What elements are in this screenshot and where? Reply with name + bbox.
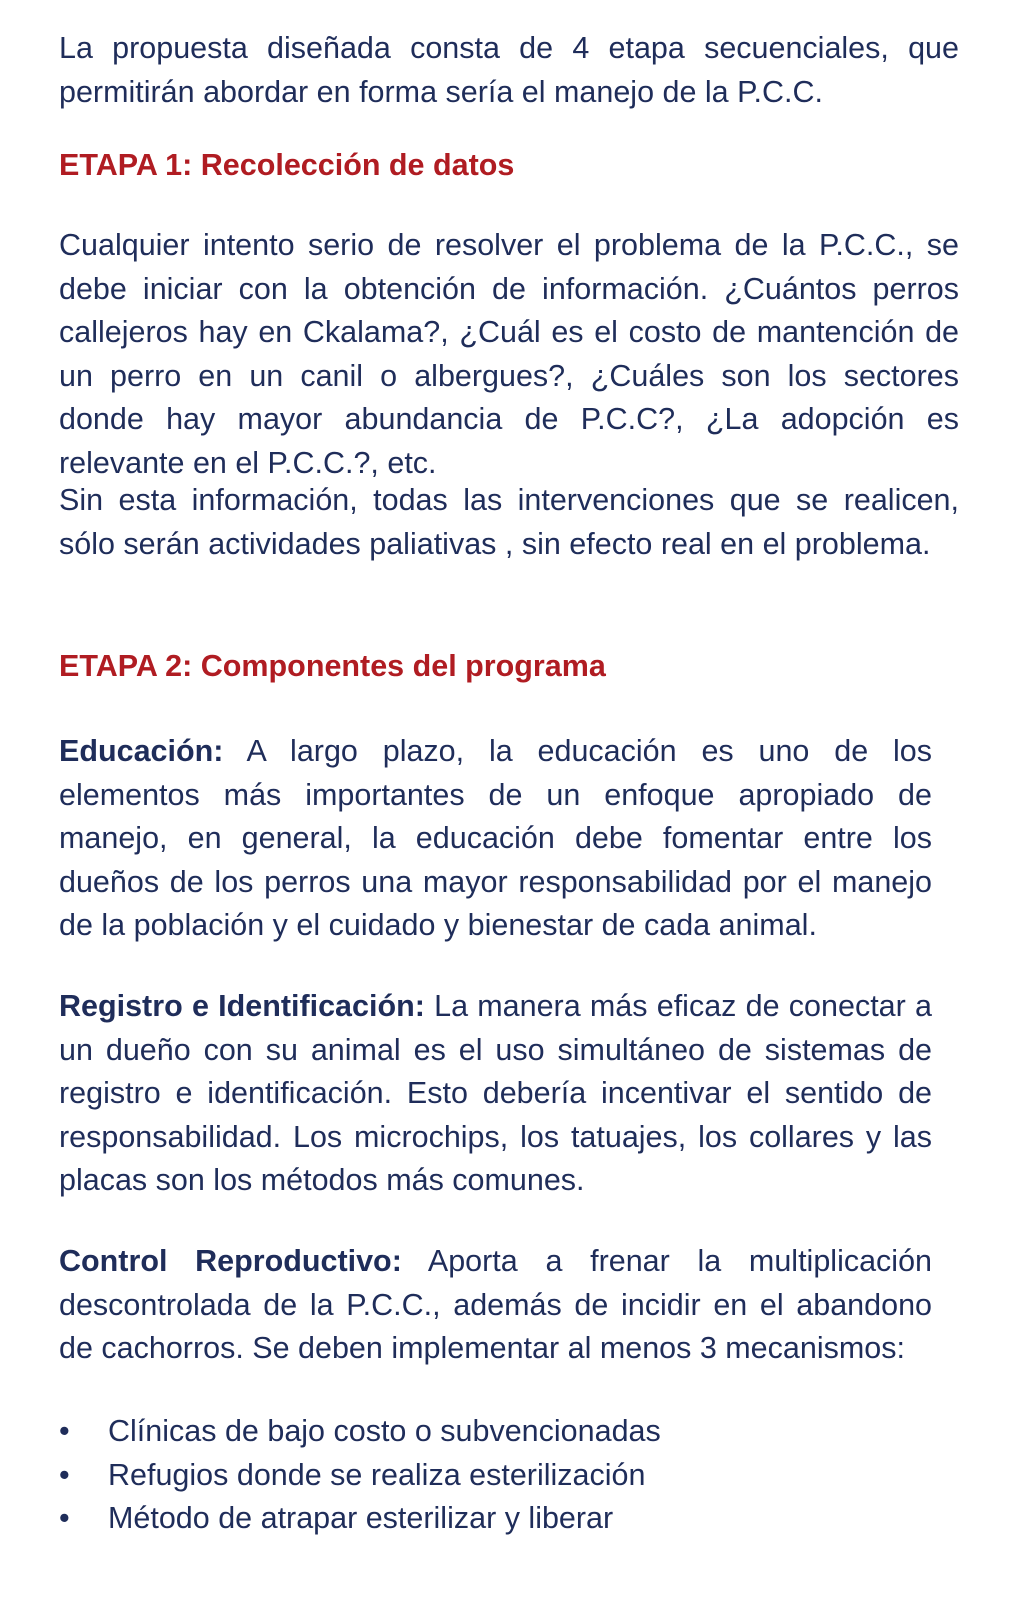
registry-text: La manera más eficaz de conectar a un dueño con su animal es el uso simultáneo de sistemas de registro e identificación. Esto debería incentivar el sentido de responsabilidad. Los microchips, los tatuajes, los collares y las placas son los métodos más comunes. bbox=[59, 989, 932, 1197]
mechanisms-list bbox=[59, 1410, 932, 1541]
registry-paragraph bbox=[59, 985, 932, 1203]
education-term: Educación: bbox=[59, 734, 224, 768]
intro-paragraph: La propuesta diseñada consta de 4 etapa secuenciales, que permitirán abordar en forma sería el manejo de la P.C.C. bbox=[59, 31, 959, 109]
bullet-icon: • bbox=[59, 1414, 70, 1448]
registry-term: Registro e Identificación: bbox=[59, 989, 425, 1023]
reproductive-paragraph bbox=[59, 1240, 932, 1371]
education-text: A largo plazo, la educación es uno de los elementos más importantes de un enfoque apropiado de manejo, en general, la educación debe fomentar entre los dueños de los perros una mayor responsabilidad por el manejo de la población y el cuidado y bienestar de cada animal. bbox=[59, 734, 932, 942]
reproductive-term: Control Reproductivo: bbox=[59, 1244, 402, 1278]
list-item bbox=[59, 1410, 932, 1454]
list-item bbox=[59, 1497, 932, 1541]
mechanism-text: Clínicas de bajo costo o subvencionadas bbox=[108, 1414, 661, 1448]
stage1-heading: ETAPA 1: Recolección de datos bbox=[59, 148, 515, 182]
mechanism-text: Refugios donde se realiza esterilización bbox=[108, 1457, 646, 1492]
bullet-icon: • bbox=[59, 1501, 70, 1535]
stage2-heading: ETAPA 2: Componentes del programa bbox=[59, 649, 606, 683]
stage1-paragraph-2: Sin esta información, todas las intervenciones que se realicen, sólo serán actividades paliativas , sin efecto real en el problema. bbox=[59, 483, 959, 561]
education-paragraph bbox=[59, 730, 932, 948]
reproductive-text: Aporta a frenar la multiplicación descontrolada de la P.C.C., además de incidir en el abandono de cachorros. Se deben implementar al menos 3 mecanismos: bbox=[59, 1244, 933, 1365]
mechanism-text: Método de atrapar esterilizar y liberar bbox=[108, 1501, 614, 1535]
bullet-icon: • bbox=[59, 1457, 70, 1492]
stage1-paragraph-1: Cualquier intento serio de resolver el problema de la P.C.C., se debe iniciar con la obtención de información. ¿Cuántos perros callejeros hay en Ckalama?, ¿Cuál es el costo de mantención de un perro en un canil o albergues?, ¿Cuáles son los sectores donde hay mayor abundancia de P.C.C?, ¿La adopción es relevante en el P.C.C.?, etc. bbox=[59, 228, 959, 480]
list-item bbox=[59, 1454, 932, 1498]
